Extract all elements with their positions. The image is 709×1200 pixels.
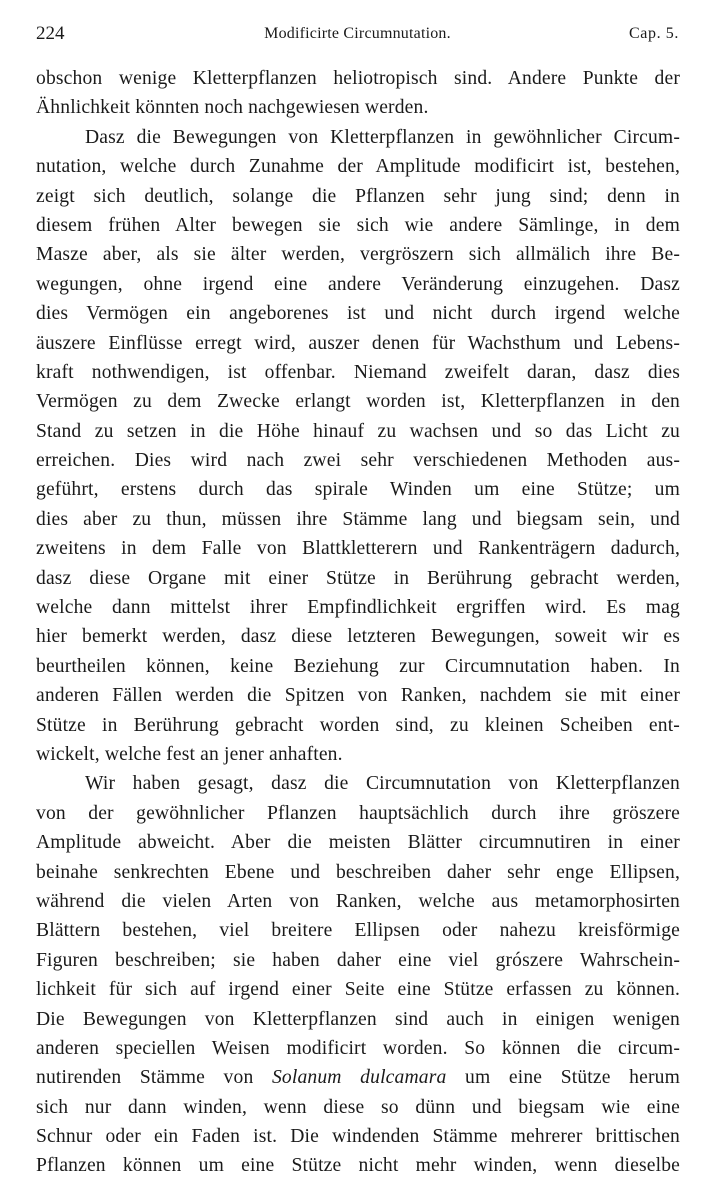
line-text: Amplitude abweicht. Aber die meisten Blätter circumnutiren in einer bbox=[36, 832, 680, 854]
chapter-label: Cap. 5. bbox=[629, 25, 679, 42]
line-text: lichkeit für sich auf irgend einer Seite eine Stütze erfassen zu können. bbox=[36, 979, 680, 1001]
line-text: von der gewöhnlicher Pflanzen hauptsächlich durch ihre gröszere bbox=[36, 802, 680, 824]
text-line bbox=[36, 740, 680, 769]
line-text: anderen Fällen werden die Spitzen von Ranken, nachdem sie mit einer bbox=[36, 685, 680, 707]
body-text bbox=[36, 64, 680, 1181]
line-text: Blättern bestehen, viel breitere Ellipsen oder nahezu kreisförmige bbox=[36, 920, 680, 942]
line-text: dies Vermögen ein angeborenes ist und nicht durch irgend welche bbox=[36, 303, 680, 325]
text-line bbox=[36, 358, 680, 387]
text-line bbox=[36, 240, 680, 269]
text-line bbox=[36, 1151, 680, 1180]
line-text: beurtheilen können, keine Beziehung zur Circumnutation haben. In bbox=[36, 655, 680, 677]
text-line bbox=[36, 329, 680, 358]
species-name: Solanum dulcamara bbox=[271, 1067, 447, 1089]
text-line bbox=[36, 123, 680, 152]
text-line bbox=[36, 916, 680, 945]
text-line bbox=[36, 946, 680, 975]
line-text: Ähnlichkeit könnten noch nachgewiesen werden. bbox=[36, 97, 429, 119]
line-text: sich nur dann winden, wenn diese so dünn und biegsam wie eine bbox=[36, 1096, 680, 1118]
line-text: welche dann mittelst ihrer Empfindlichkeit ergriffen wird. Es mag bbox=[36, 597, 680, 619]
text-line bbox=[36, 534, 680, 563]
text-line bbox=[36, 1005, 680, 1034]
text-line bbox=[36, 622, 680, 651]
text-line bbox=[36, 152, 680, 181]
text-line bbox=[36, 887, 680, 916]
text-line bbox=[36, 1093, 680, 1122]
line-text: nutirenden Stämme von bbox=[36, 1067, 272, 1089]
text-line bbox=[36, 1034, 680, 1063]
text-line bbox=[36, 828, 680, 857]
line-text: Figuren beschreiben; sie haben daher eine viel grószere Wahrschein- bbox=[36, 949, 680, 971]
text-line bbox=[36, 564, 680, 593]
line-text: beinahe senkrechten Ebene und beschreiben daher sehr enge Ellipsen, bbox=[36, 861, 680, 883]
text-line bbox=[36, 769, 680, 798]
text-line bbox=[36, 387, 680, 416]
line-text: zweitens in dem Falle von Blattkletterern und Rankenträgern dadurch, bbox=[36, 538, 680, 560]
line-text: Masze aber, als sie älter werden, vergröszern sich allmälich ihre Be- bbox=[36, 244, 680, 266]
text-line bbox=[36, 505, 680, 534]
line-text: nutation, welche durch Zunahme der Amplitude modificirt ist, bestehen, bbox=[36, 156, 680, 178]
line-text: Wir haben gesagt, dasz die Circumnutation von Kletterpflanzen bbox=[85, 773, 680, 795]
page-number: 224 bbox=[36, 23, 65, 44]
text-line bbox=[36, 858, 680, 887]
line-text: kraft nothwendigen, ist offenbar. Niemand zweifelt daran, dasz dies bbox=[36, 361, 680, 383]
text-line bbox=[36, 711, 680, 740]
line-text: geführt, erstens durch das spirale Winden um eine Stütze; um bbox=[36, 479, 680, 501]
line-text: wegungen, ohne irgend eine andere Veränderung einzugehen. Dasz bbox=[36, 273, 680, 295]
running-title: Modificirte Circumnutation. bbox=[264, 25, 451, 42]
line-text: hier bemerkt werden, dasz diese letzteren Bewegungen, soweit wir es bbox=[36, 626, 680, 648]
line-text: während die vielen Arten von Ranken, welche aus metamorphosirten bbox=[36, 890, 680, 912]
text-line bbox=[36, 1063, 680, 1092]
line-text: zeigt sich deutlich, solange die Pflanzen sehr jung sind; denn in bbox=[36, 185, 680, 207]
text-line bbox=[36, 799, 680, 828]
line-text: wickelt, welche fest an jener anhaften. bbox=[36, 743, 343, 765]
line-text: dasz diese Organe mit einer Stütze in Berührung gebracht werden, bbox=[36, 567, 680, 589]
text-line bbox=[36, 270, 680, 299]
line-text: erreichen. Dies wird nach zwei sehr verschiedenen Methoden aus- bbox=[36, 450, 680, 472]
line-text: Vermögen zu dem Zwecke erlangt worden ist, Kletterpflanzen in den bbox=[36, 391, 680, 413]
line-text: Pflanzen können um eine Stütze nicht mehr winden, wenn dieselbe bbox=[36, 1155, 680, 1177]
line-text: anderen speciellen Weisen modificirt worden. So können die circum- bbox=[36, 1037, 680, 1059]
line-text: obschon wenige Kletterpflanzen heliotropisch sind. Andere Punkte der bbox=[36, 68, 680, 89]
text-line bbox=[36, 64, 680, 93]
line-text: Schnur oder ein Faden ist. Die windenden Stämme mehrerer brittischen bbox=[36, 1126, 680, 1148]
line-text-after: um eine Stütze herum bbox=[446, 1067, 680, 1089]
line-text: diesem frühen Alter bewegen sie sich wie andere Sämlinge, in dem bbox=[36, 214, 680, 236]
text-line bbox=[36, 182, 680, 211]
text-line bbox=[36, 93, 680, 122]
page-header bbox=[36, 22, 679, 46]
text-line bbox=[36, 475, 680, 504]
text-line bbox=[36, 681, 680, 710]
text-line bbox=[36, 211, 680, 240]
text-line bbox=[36, 593, 680, 622]
text-line bbox=[36, 299, 680, 328]
text-line bbox=[36, 975, 680, 1004]
line-text: dies aber zu thun, müssen ihre Stämme lang und biegsam sein, und bbox=[36, 508, 680, 530]
line-text: äuszere Einflüsse erregt wird, auszer denen für Wachsthum und Lebens- bbox=[36, 332, 680, 354]
text-line bbox=[36, 1122, 680, 1151]
line-text: Die Bewegungen von Kletterpflanzen sind auch in einigen wenigen bbox=[36, 1008, 680, 1030]
text-line bbox=[36, 652, 680, 681]
line-text: Stütze in Berührung gebracht worden sind, zu kleinen Scheiben ent- bbox=[36, 714, 680, 736]
line-text: Dasz die Bewegungen von Kletterpflanzen in gewöhnlicher Circum- bbox=[85, 126, 680, 148]
text-line bbox=[36, 417, 680, 446]
text-line bbox=[36, 446, 680, 475]
line-text: Stand zu setzen in die Höhe hinauf zu wachsen und so das Licht zu bbox=[36, 420, 680, 442]
